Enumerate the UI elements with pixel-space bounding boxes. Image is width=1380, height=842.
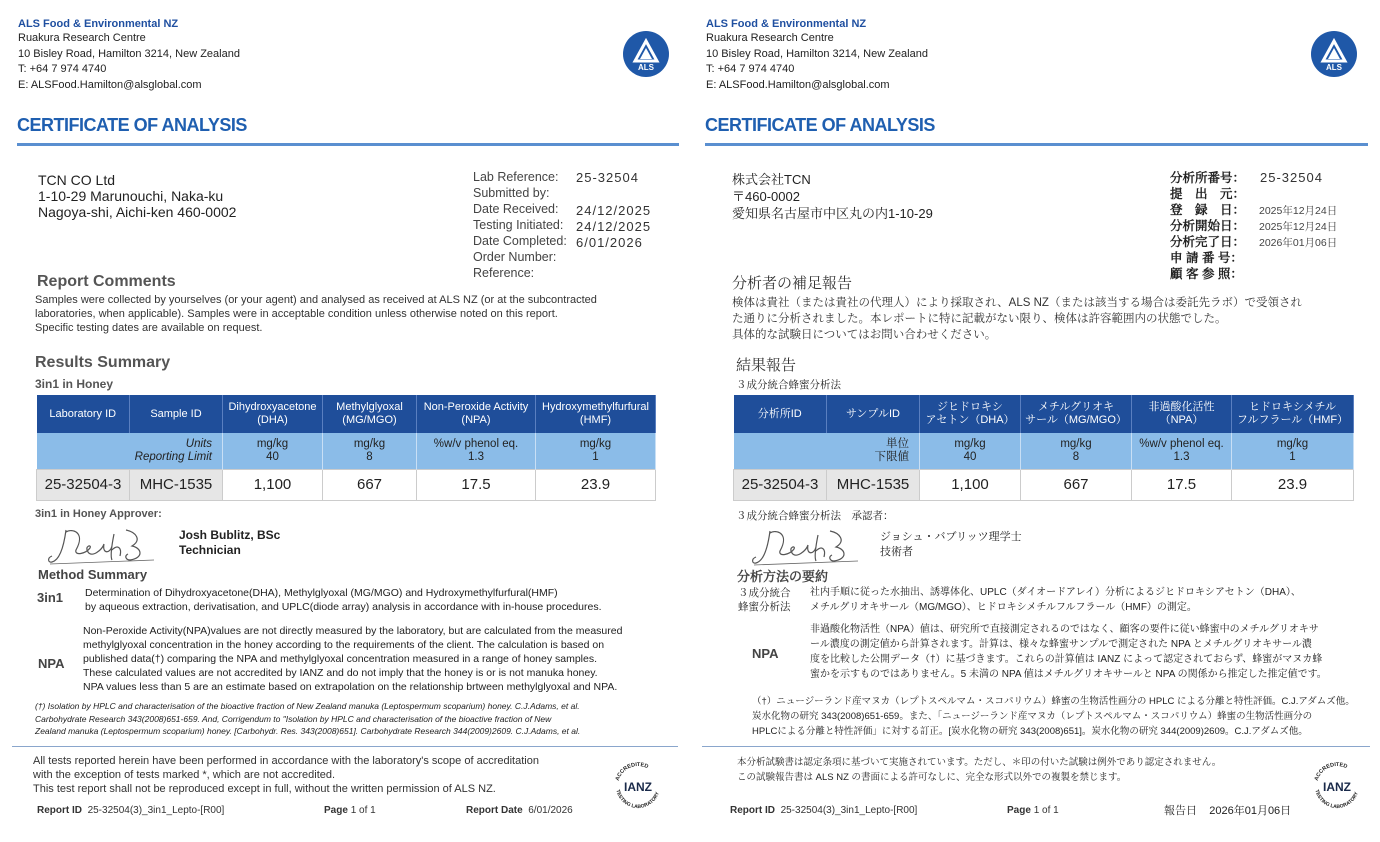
cell-sample-id: MHC-1535 [130,469,223,500]
header-mgo: Methylglyoxal (MG/MGO) [323,395,417,433]
method-3in1-label: 3in1 [37,590,64,605]
reference-line: (†) Isolation by HPLC and characterisation of the bioactive fraction of New Zealand manuka (Leptospermum scoparium) honey. C.J.Adams, et al. [35,701,580,711]
ianz-bottom-text: TESTING LABORATORY [614,789,661,811]
report-id-label: Report ID [37,805,82,816]
lab-reference-labels [473,169,567,281]
page-label: Page [324,805,348,816]
address-line: Ruakura Research Centre [706,32,834,44]
cell-mgo: 667 [1021,469,1132,500]
address-line: T: +64 7 974 4740 [18,63,107,75]
comment-line: laboratories, when applicable). Samples were in acceptable condition unless otherwise noted on this report. [35,308,558,320]
address-line: 10 Bisley Road, Hamilton 3214, New Zealand [706,47,928,60]
approver-title: Technician [179,543,241,557]
lab-reference-value: 25-32504 [1260,170,1323,185]
ianz-mid-text: IANZ [1323,780,1351,794]
cell-laboratory-id: 25-32504-3 [37,469,130,500]
address-line: E: ALSFood.Hamilton@alsglobal.com [706,78,890,91]
address-line: T: +64 7 974 4740 [706,63,795,75]
logo-text: ALS [1326,63,1342,72]
report-date-label: Report Date [466,805,523,816]
reference-line: HPLCによる分離と特性評価」に対する訂正。[炭水化物の研究 343(2008)651]。炭水化物の研究 344(2009)2609。C.J.アダムズ他。 [752,726,1308,737]
title-divider [705,143,1368,146]
method-line: NPA values less than 5 are an estimate based on extrapolation on the relationship brtween methylglyoxal and NPA. [83,681,618,693]
units-mgo: mg/kg 8 [323,433,417,469]
footer-divider [702,746,1370,747]
company-name: ALS Food & Environmental NZ [18,18,179,30]
label-reference: 顧 客 参 照： [1170,267,1243,281]
header-dha: ジヒドロキシ アセトン（DHA） [920,395,1021,433]
ianz-accreditation-icon [608,756,668,816]
cell-hmf: 23.9 [1232,469,1354,500]
address-line: Ruakura Research Centre [18,32,146,44]
page-number [1007,805,1059,816]
reference-note [752,694,1355,739]
units-dha: mg/kg 40 [920,433,1021,469]
page-value: 1 of 1 [350,805,376,816]
method-3in1-label: ３成分統合 蜂蜜分析法 [738,587,791,613]
company-address [706,31,928,93]
report-date-label: 報告日 [1164,805,1197,817]
report-date [466,805,573,816]
method-line: methylglyoxal concentration in the honey according to the requirements of the client. The calculation is based on [83,639,605,651]
testing-initiated-value: 24/12/2025 [576,219,652,234]
report-id [730,805,917,816]
approver-name: Josh Bublitz, BSc [179,528,281,542]
method-line: Determination of Dihydroxyacetone(DHA), Methylglyoxal (MG/MGO) and Hydroxymethylfurfural(HMF) [85,587,558,599]
header-hmf: Hydroxymethylfurfural (HMF) [536,395,656,433]
report-comments-text [732,295,1302,343]
method-npa-text [83,624,622,694]
table-row [734,469,1354,500]
label-testing-initiated: Testing Initiated: [473,218,564,232]
label-submitted-by: Submitted by: [473,186,550,200]
footer-line: All tests reported herein have been performed in accordance with the laboratory's scope of accreditation [33,755,539,767]
address-line: E: ALSFood.Hamilton@alsglobal.com [18,78,202,91]
method-line: 度を比較した公開データ（†）に基づきます。これらの計算値は IANZ によって認定されておらず、蜂蜜がマヌカ蜂 [810,654,1323,665]
results-subheading: 3in1 in Honey [35,377,114,391]
report-date-value: 6/01/2026 [528,805,573,816]
method-line: published data(†) comparing the NPA and methylglyoxal concentration measured in a range of honey samples. [83,653,598,665]
method-summary-heading: 分析方法の要約 [737,569,829,584]
report-comments-text [35,293,597,335]
logo-text: ALS [638,63,654,72]
reference-note [35,700,580,738]
label-lab-reference: Lab Reference: [473,170,559,184]
footer-statement [737,755,1221,785]
label-order-number: Order Number: [473,250,557,264]
header-hmf: ヒドロキシメチル フルフラール（HMF） [1232,395,1354,433]
reference-line: Zealand manuka (Leptospermum scoparium) honey. [Carbohydr. Res. 343(2008)651]. Carbohydrate Research 344(2009)2609. C.J.Adams, et al. [35,726,581,736]
page-label: Page [1007,805,1031,816]
label-order-number: 申 請 番 号： [1170,251,1243,265]
ianz-mid-text: IANZ [624,780,652,794]
label-date-completed: Date Completed: [473,234,567,248]
reference-line: 炭水化物の研究 343(2008)651-659。また、「ニュージーランド産マヌカ（レプトスペルマム・スコパリウム）蜂蜜の生物活性画分の [752,711,1313,722]
results-table [36,395,656,501]
report-comments-heading: Report Comments [37,273,176,290]
ianz-top-text: ACCREDITED [1313,761,1349,782]
signature-image [46,520,158,570]
client-address [38,172,236,220]
footer-line: This test report shall not be reproduced except in full, without the written permission of ALS NZ. [33,783,496,795]
report-id [37,805,224,816]
label-date-received: Date Received: [473,202,559,216]
cell-dha: 1,100 [920,469,1021,500]
units-label: 単位 下限値 [734,433,920,469]
label-reference: Reference: [473,266,535,280]
method-npa-label: NPA [38,656,65,671]
method-3in1-text [810,585,1301,615]
units-row [37,433,656,469]
comment-line: た通りに分析されました。本レポートに特に記載がない限り、検体は許容範囲内の状態でした。 [732,313,1227,325]
page-value: 1 of 1 [1033,805,1059,816]
units-npa: %w/v phenol eq. 1.3 [417,433,536,469]
header-laboratory-id: 分析所ID [734,395,827,433]
header-npa: Non-Peroxide Activity (NPA) [417,395,536,433]
client-line: 〒460-0002 [732,189,800,204]
client-address [732,171,933,222]
units-row [734,433,1354,469]
label-testing-initiated: 分析開始日： [1170,219,1246,233]
method-line: 社内手順に従った水抽出、誘導体化、UPLC（ダイオードアレイ）分析によるジヒドロキシアセトン（DHA）、 [810,587,1301,598]
cell-sample-id: MHC-1535 [827,469,920,500]
units-hmf: mg/kg 1 [1232,433,1354,469]
comment-line: Specific testing dates are available on request. [35,322,263,334]
cell-dha: 1,100 [223,469,323,500]
approver-heading: 3in1 in Honey Approver: [35,508,162,520]
page-number [324,805,376,816]
footer-statement [33,754,539,796]
als-logo [1311,31,1357,77]
certificate-title: CERTIFICATE OF ANALYSIS [705,115,935,135]
date-completed-value: 2026年01月06日 [1259,237,1338,249]
units-npa: %w/v phenol eq. 1.3 [1132,433,1232,469]
label-submitted-by: 提 出 元： [1170,187,1246,201]
lab-reference-value: 25-32504 [576,170,639,185]
company-address [18,31,240,93]
client-line: TCN CO Ltd [38,172,116,188]
als-logo-icon [1311,31,1357,77]
als-logo [623,31,669,77]
date-completed-value: 6/01/2026 [576,235,643,250]
report-id-label: Report ID [730,805,775,816]
method-npa-text [810,622,1327,682]
client-line: Nagoya-shi, Aichi-ken 460-0002 [38,204,237,220]
ianz-top-text: ACCREDITED [614,761,650,782]
address-line: 10 Bisley Road, Hamilton 3214, New Zealand [18,47,240,60]
footer-line: with the exception of tests marked *, which are not accredited. [33,769,336,781]
method-line: メチルグリオキサール（MG/MGO）、ヒドロキシメチルフルフラール（HMF）の測定。 [810,602,1197,613]
comment-line: 具体的な試験日についてはお問い合わせください。 [732,329,997,341]
label-date-received: 登 録 日： [1170,203,1246,217]
approver-title: 技術者 [880,546,913,558]
header-laboratory-id: Laboratory ID [37,395,130,433]
header-npa: 非過酸化活性 （NPA） [1132,395,1232,433]
report-date-value: 2026年01月06日 [1209,805,1292,817]
cell-laboratory-id: 25-32504-3 [734,469,827,500]
table-header-row [37,395,656,433]
cell-mgo: 667 [323,469,417,500]
svg-text:ACCREDITED [1314,762,1348,782]
client-line: 1-10-29 Marunouchi, Naka-ku [38,188,224,204]
footer-divider [12,746,678,747]
svg-text:ACCREDITED [615,762,649,782]
comment-line: Samples were collected by yourselves (or your agent) and analysed as received at ALS NZ (or at the subcontracted [35,294,597,306]
ianz-accreditation-icon [1307,756,1367,816]
client-line: 愛知県名古屋市中区丸の内1-10-29 [732,206,933,221]
date-received-value: 24/12/2025 [576,203,652,218]
report-comments-heading: 分析者の補足報告 [732,275,853,292]
comment-line: 検体は貴社（または貴社の代理人）により採取され、ALS NZ（または該当する場合は委託先ラボ）で受領され [732,297,1302,309]
units-dha: mg/kg 40 [223,433,323,469]
ianz-bottom-text: TESTING LABORATORY [1313,789,1360,811]
approver-name: ジョシュ・バブリッツ理学士 [880,531,1022,543]
header-sample-id: Sample ID [130,395,223,433]
japanese-certificate-page [690,0,1380,842]
label-date-completed: 分析完了日： [1170,235,1246,249]
units-hmf: mg/kg 1 [536,433,656,469]
method-line: ール濃度の測定値から計算されます。計算は、様々な蜂蜜サンプルで測定された NPA とメチルグリオキサール濃 [810,639,1312,650]
results-table [733,395,1354,501]
report-date [1164,802,1291,818]
reference-line: （†）ニュージーランド産マヌカ（レプトスペルマム・スコパリウム）蜂蜜の生物活性画分の HPLC による分離と特性評価。C.J.アダムズ他。 [752,696,1355,707]
als-logo-icon [623,31,669,77]
method-line: 蜜かを示すものではありません。5 未満の NPA 値はメチルグリオキサールと NPA の関係から推定した推定値です。 [810,669,1327,680]
label-lab-reference: 分析所番号： [1170,171,1246,185]
method-line: Non-Peroxide Activity(NPA)values are not directly measured by the laboratory, but are calculated from the measured [83,625,623,637]
table-header-row [734,395,1354,433]
lab-reference-labels [1170,170,1245,282]
results-summary-heading: 結果報告 [736,357,797,374]
report-id-value: 25-32504(3)_3in1_Lepto-[R00] [87,805,225,816]
results-summary-heading: Results Summary [35,354,171,371]
footer-line: 本分析試験書は認定条項に基づいて実施されています。ただし、＊印の付いた試験は例外であり認定されません。 [737,757,1222,768]
company-name: ALS Food & Environmental NZ [706,18,867,30]
title-divider [17,143,679,146]
results-subheading: ３成分統合蜂蜜分析法 [736,379,841,391]
header-dha: Dihydroxyacetone (DHA) [223,395,323,433]
units-label: Units Reporting Limit [37,433,223,469]
cell-npa: 17.5 [1132,469,1232,500]
units-mgo: mg/kg 8 [1021,433,1132,469]
method-summary-heading: Method Summary [38,567,148,582]
cell-npa: 17.5 [417,469,536,500]
report-id-value: 25-32504(3)_3in1_Lepto-[R00] [780,805,918,816]
client-line: 株式会社TCN [732,172,811,187]
method-3in1-text [85,586,602,614]
header-sample-id: サンプルID [827,395,920,433]
certificate-title: CERTIFICATE OF ANALYSIS [17,115,247,135]
date-received-value: 2025年12月24日 [1259,205,1338,217]
method-line: 非過酸化物活性（NPA）値は、研究所で直接測定されるのではなく、顧客の要件に従い蜂蜜中のメチルグリオキサ [810,624,1319,635]
reference-line: Carbohydrate Research 343(2008)651-659. And, Corrigendum to "Isolation by HPLC and characterisation of the bioactive fraction of New [35,713,552,724]
cell-hmf: 23.9 [536,469,656,500]
header-mgo: メチルグリオキ サール（MG/MGO） [1021,395,1132,433]
approver-heading: ３成分統合蜂蜜分析法 承認者： [736,510,894,522]
method-line: by aqueous extraction, derivatisation, and UPLC(diode array) analysis in accordance with in-house procedures. [85,601,602,613]
method-line: These calculated values are not accredited by IANZ and do not imply that the honey is or is not manuka honey. [83,667,598,679]
testing-initiated-value: 2025年12月24日 [1259,221,1338,233]
signature-image [750,521,862,571]
table-row [37,469,656,500]
method-npa-label: NPA [752,646,779,661]
footer-line: この試験報告書は ALS NZ の書面による許可なしに、完全な形式以外での複製を禁じます。 [737,772,1127,783]
